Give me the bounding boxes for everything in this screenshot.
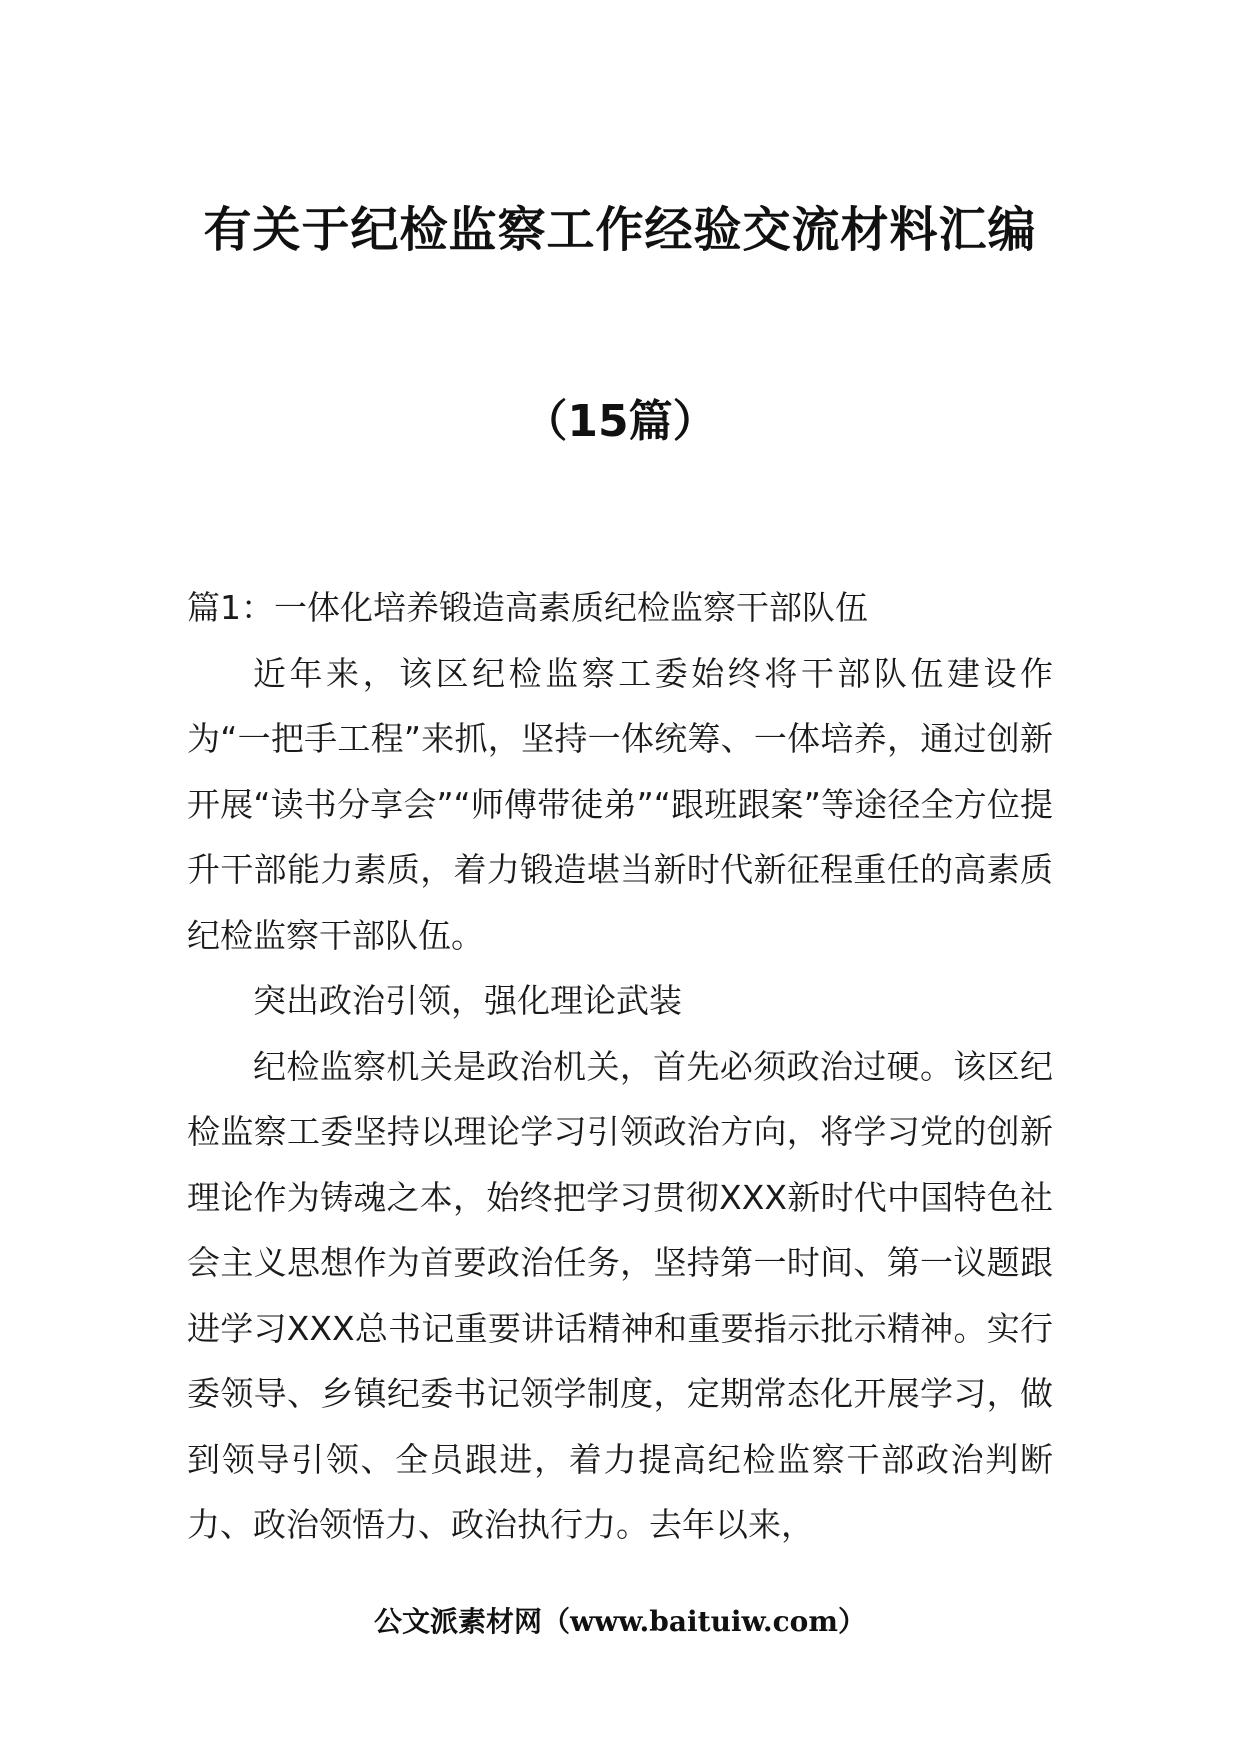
document-title: 有关于纪检监察工作经验交流材料汇编	[203, 202, 1037, 258]
subheading-political-leadership: 突出政治引领，强化理论武装	[253, 981, 682, 1020]
body-paragraph-intro: 近年来，该区纪检监察工委始终将干部队伍建设作为“一把手工程”来抓，坚持一体统筹、一体培养，通过创新开展“读书分享会”“师傅带徒弟”“跟班跟案”等途径全方位提升干部能力素质，着力锻造堪当新时代新征程重任的高素质纪检监察干部队伍。	[187, 653, 1053, 955]
document-subtitle: （15篇）	[523, 396, 717, 447]
document-body	[187, 575, 1053, 1558]
footer-watermark: 公文派素材网（www.baituiw.com）	[374, 1605, 866, 1638]
section-heading: 篇1：一体化培养锻造高素质纪检监察干部队伍	[187, 588, 868, 627]
body-paragraph-political: 纪检监察机关是政治机关，首先必须政治过硬。该区纪检监察工委坚持以理论学习引领政治方向，将学习党的创新理论作为铸魂之本，始终把学习贯彻XXX新时代中国特色社会主义思想作为首要政治任务，坚持第一时间、第一议题跟进学习XXX总书记重要讲话精神和重要指示批示精神。实行委领导、乡镇纪委书记领学制度，定期常态化开展学习，做到领导引领、全员跟进，着力提高纪检监察干部政治判断力、政治领悟力、政治执行力。去年以来，	[187, 1046, 1053, 1544]
